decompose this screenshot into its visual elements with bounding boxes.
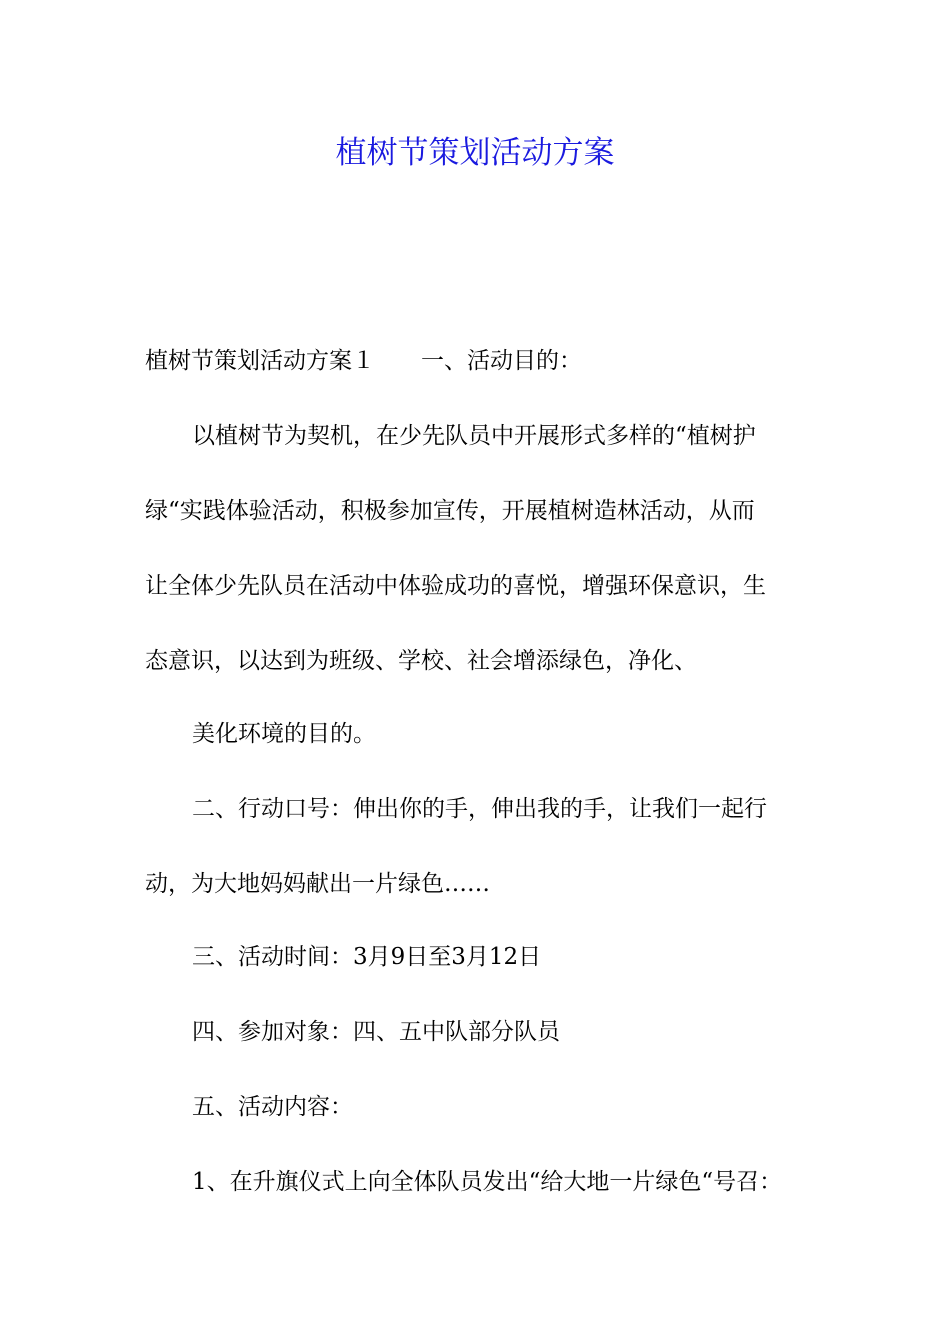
intro-line	[145, 344, 582, 378]
document-title: 植树节策划活动方案	[335, 135, 615, 171]
para1-line-1: 以植树节为契机，在少先队员中开展形式多样的“植树护	[192, 423, 756, 449]
para6: 1、在升旗仪式上向全体队员发出“给大地一片绿色“号召：	[192, 1169, 783, 1195]
para3: 三、活动时间：3月9日至3月12日	[192, 944, 542, 970]
para4: 四、参加对象：四、五中队部分队员	[192, 1019, 560, 1045]
para1-line-2: 绿“实践体验活动，积极参加宣传，开展植树造林活动，从而	[145, 498, 755, 524]
para5: 五、活动内容：	[192, 1094, 353, 1120]
para2-line-2: 动，为大地妈妈献出一片绿色……	[145, 871, 490, 897]
intro-heading: 植树节策划活动方案１	[145, 348, 375, 374]
para1-line-4: 态意识，以达到为班级、学校、社会增添绿色，净化、	[145, 648, 697, 674]
para2-line-1: 二、行动口号：伸出你的手，伸出我的手，让我们一起行	[192, 796, 767, 822]
section1-heading: 一、活动目的：	[421, 348, 582, 374]
para1-line-5: 美化环境的目的。	[192, 721, 376, 747]
para1-line-3: 让全体少先队员在活动中体验成功的喜悦，增强环保意识，生	[145, 573, 766, 599]
